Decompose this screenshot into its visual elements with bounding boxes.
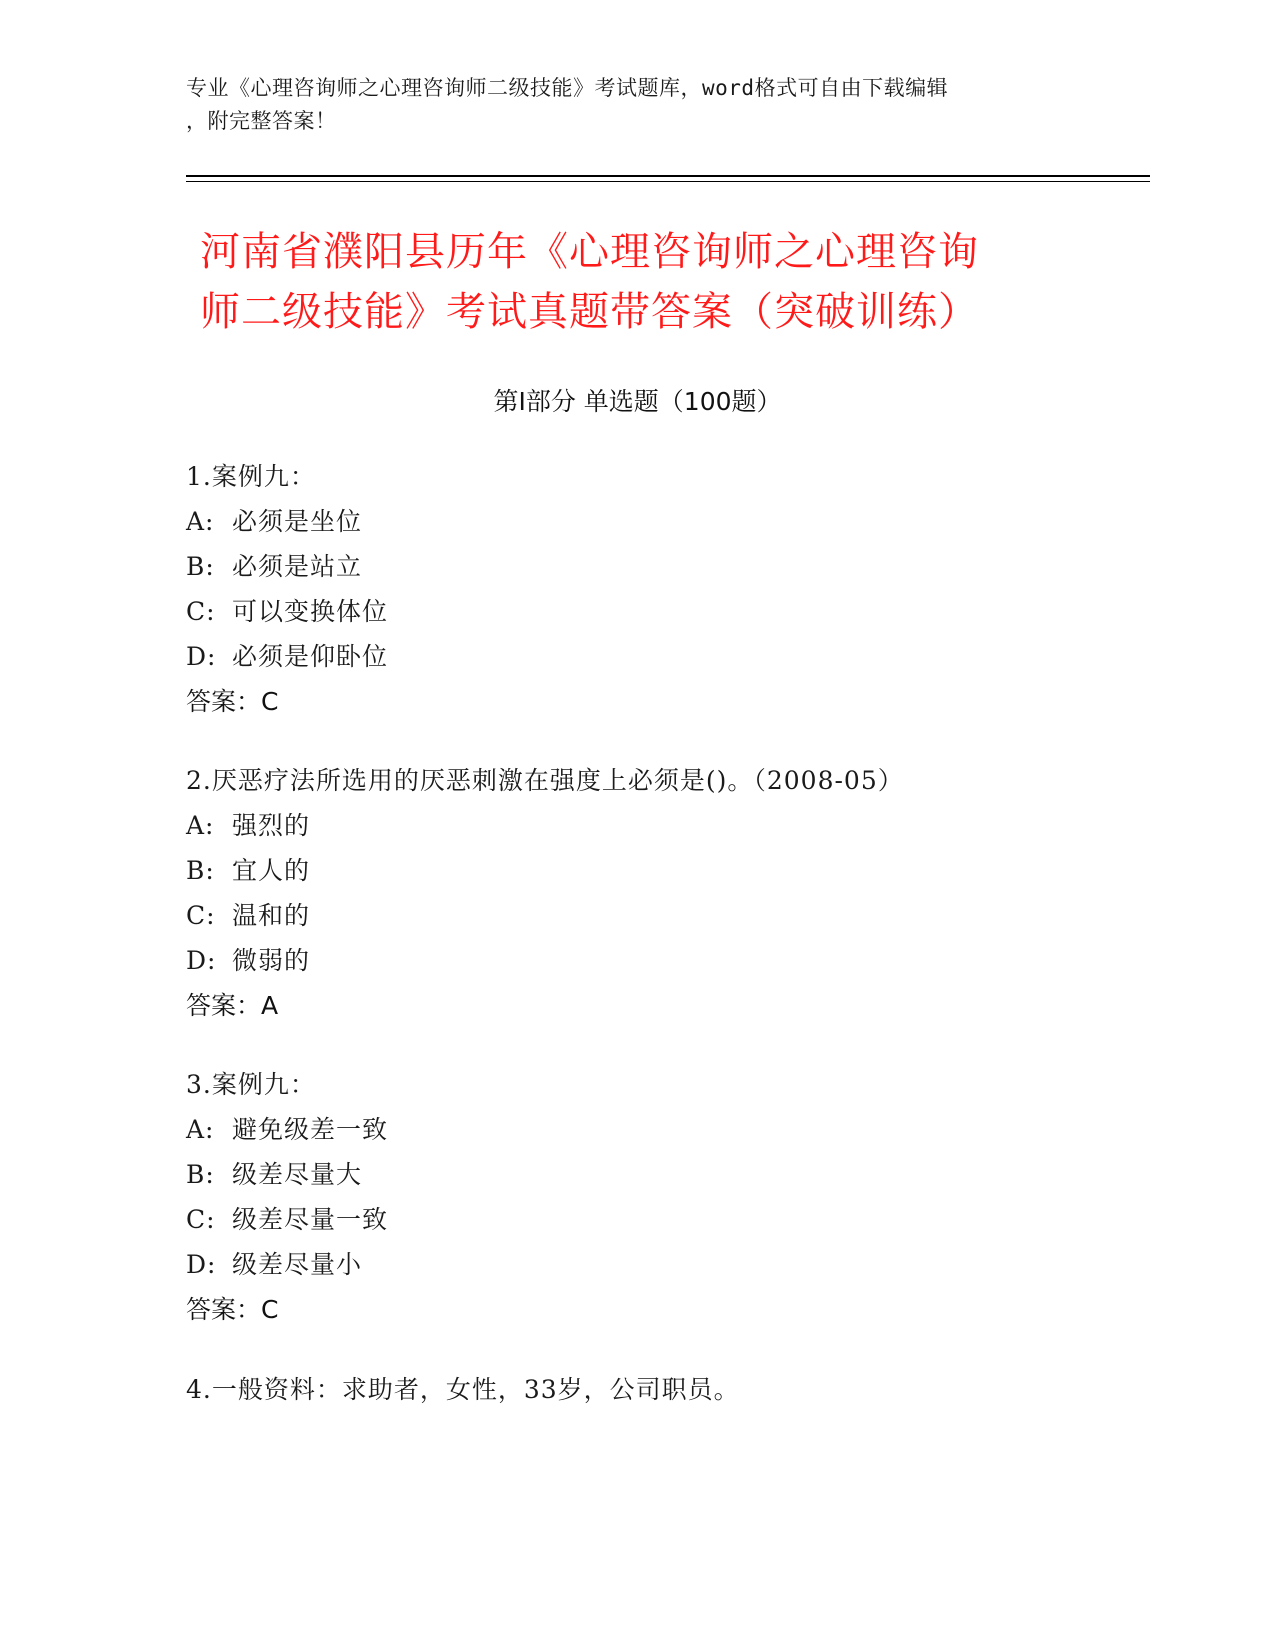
option-text: 可以变换体位 — [232, 597, 389, 626]
option-text: 微弱的 — [232, 946, 311, 975]
question-stem: 3.案例九： — [186, 1070, 316, 1099]
option-c — [186, 1197, 1146, 1242]
option-a — [186, 1107, 1146, 1152]
option-text: 级差尽量小 — [232, 1250, 363, 1279]
option-letter: C: — [186, 901, 216, 930]
question-2 — [186, 758, 1146, 1028]
question-1 — [186, 454, 1146, 724]
option-b — [186, 544, 1146, 589]
option-letter: A: — [186, 1115, 215, 1144]
header-note — [186, 72, 1066, 138]
document-title-line1: 河南省濮阳县历年《心理咨询师之心理咨询 — [200, 229, 979, 275]
header-note-line1: 专业《心理咨询师之心理咨询师二级技能》考试题库，word格式可自由下载编辑 — [186, 76, 949, 100]
option-b — [186, 848, 1146, 893]
question-4 — [186, 1367, 1146, 1412]
option-c — [186, 893, 1146, 938]
option-letter: A: — [186, 507, 215, 536]
option-text: 避免级差一致 — [232, 1115, 389, 1144]
option-text: 宜人的 — [232, 856, 311, 885]
option-letter: D: — [186, 1250, 217, 1279]
header-note-line2: ，附完整答案！ — [186, 109, 337, 133]
option-letter: D: — [186, 642, 217, 671]
option-letter: B: — [186, 1160, 215, 1189]
question-stem: 1.案例九： — [186, 462, 316, 491]
option-text: 强烈的 — [232, 811, 311, 840]
option-text: 级差尽量大 — [232, 1160, 363, 1189]
option-text: 必须是仰卧位 — [232, 642, 389, 671]
option-text: 必须是坐位 — [232, 507, 363, 536]
option-a — [186, 499, 1146, 544]
answer-line: 答案：A — [186, 991, 279, 1020]
header-divider-thin — [186, 181, 1150, 182]
option-text: 温和的 — [232, 901, 311, 930]
document-title-line2: 师二级技能》考试真题带答案（突破训练） — [200, 289, 979, 335]
option-letter: D: — [186, 946, 217, 975]
option-d — [186, 634, 1146, 679]
option-letter: C: — [186, 597, 216, 626]
option-d — [186, 938, 1146, 983]
question-stem: 4.一般资料：求助者，女性，33岁，公司职员。 — [186, 1375, 740, 1404]
question-stem: 2.厌恶疗法所选用的厌恶刺激在强度上必须是()。（2008-05） — [186, 766, 904, 795]
document-title — [200, 222, 1100, 342]
option-a — [186, 803, 1146, 848]
option-text: 必须是站立 — [232, 552, 363, 581]
answer-line: 答案：C — [186, 1295, 279, 1324]
option-b — [186, 1152, 1146, 1197]
option-c — [186, 589, 1146, 634]
option-letter: B: — [186, 856, 215, 885]
option-d — [186, 1242, 1146, 1287]
option-letter: A: — [186, 811, 215, 840]
header-divider-thick — [186, 175, 1150, 177]
section-heading: 第Ⅰ部分 单选题（100题） — [493, 387, 782, 416]
answer-line: 答案：C — [186, 687, 279, 716]
option-text: 级差尽量一致 — [232, 1205, 389, 1234]
option-letter: B: — [186, 552, 215, 581]
option-letter: C: — [186, 1205, 216, 1234]
question-3 — [186, 1062, 1146, 1332]
